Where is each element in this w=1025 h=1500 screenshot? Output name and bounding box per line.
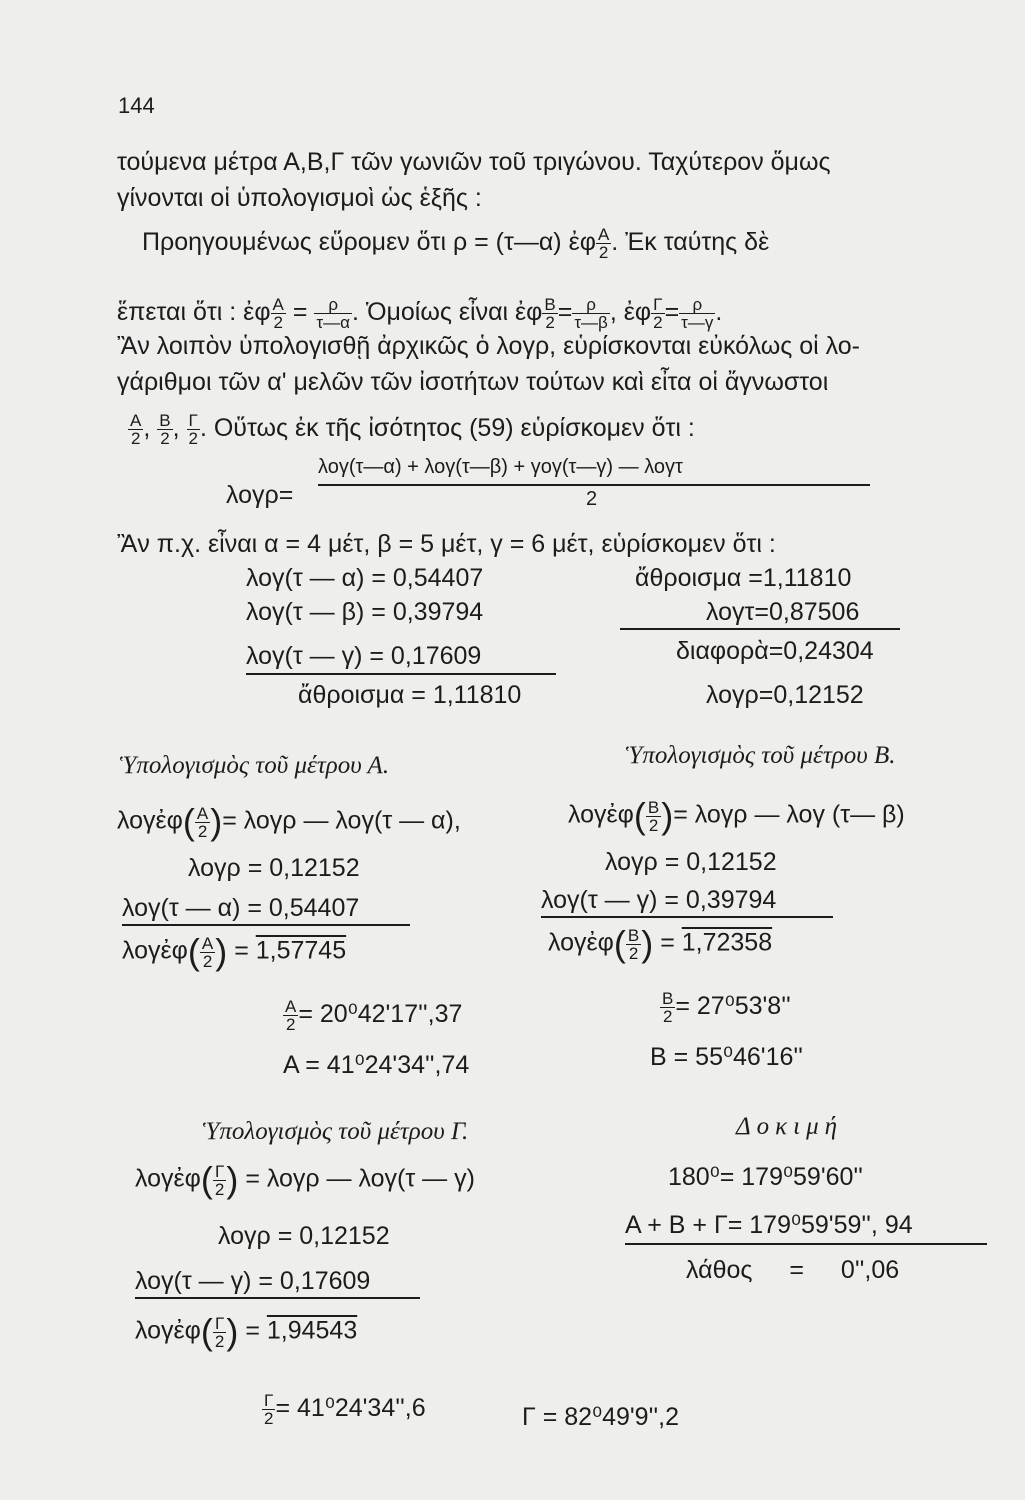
res-prefix: λογἐφ — [548, 928, 614, 957]
intro-line-3 — [142, 226, 769, 261]
frac-den: 2 — [202, 951, 213, 971]
example-left-rule — [246, 673, 556, 675]
section-a-full: Α = 41⁰24'34'',74 — [283, 1051, 470, 1079]
frac-den: 2 — [130, 429, 141, 448]
section-g-result — [135, 1311, 358, 1352]
res-value: 1,72358 — [681, 928, 773, 957]
frac-num: Β — [544, 295, 556, 314]
frac-den: τ—α — [316, 313, 350, 332]
frac-den: 2 — [628, 943, 639, 963]
res-eq: = — [660, 928, 675, 957]
intro-line-2: γίνονται οἱ ὑπολογισμοὶ ὡς ἑξῆς : — [117, 184, 482, 212]
paren-close: ) — [210, 801, 223, 842]
fraction-a-half — [128, 412, 143, 447]
section-b-rule — [541, 916, 833, 918]
eq-prefix: λογἐφ — [135, 1164, 201, 1193]
res-eq: = — [245, 1316, 260, 1345]
fraction-a-half — [283, 998, 298, 1033]
frac-den: 2 — [662, 1007, 673, 1026]
section-a-result — [122, 931, 347, 972]
section-a-logr: λογρ = 0,12152 — [188, 854, 360, 882]
paren-close: ) — [226, 1159, 239, 1200]
frac-den: 2 — [273, 313, 283, 332]
intro-line-3-end: . Ἐκ ταύτης δὲ — [611, 228, 770, 257]
fraction-g-half — [651, 296, 664, 331]
eq-suffix: = λογρ — λογ(τ — γ) — [245, 1164, 475, 1193]
frac-num: Β — [159, 411, 171, 430]
half-value: = 27⁰53'8'' — [675, 992, 791, 1021]
frac-den: 2 — [197, 821, 208, 841]
paren-open: ( — [613, 923, 626, 964]
example-line: Ἂν π.χ. εἶναι α = 4 μέτ, β = 5 μέτ, γ = 6 μέτ, εὑρίσκομεν ὅτι : — [117, 530, 776, 558]
fraction-a-half — [596, 226, 611, 261]
section-a-heading: Ὑπολογισμὸς τοῦ μέτρου Α. — [120, 752, 390, 779]
section-b-logtb: λογ(τ — γ) = 0,39794 — [541, 886, 777, 914]
example-left-2: λογ(τ — β) = 0,39794 — [246, 598, 484, 626]
section-b-full: Β = 55⁰46'16'' — [650, 1043, 803, 1071]
frac-num: Γ — [187, 412, 200, 430]
frac-num: Γ — [262, 1392, 275, 1410]
intro-line-4-sep: , ἐφ — [609, 298, 652, 327]
frac-num: Α — [285, 997, 297, 1016]
frac-num: Β — [662, 989, 674, 1008]
res-prefix: λογἐφ — [122, 936, 188, 965]
example-right-4: λογρ=0,12152 — [706, 681, 864, 709]
frac-num: ρ — [572, 296, 610, 314]
formula-bar — [318, 484, 870, 486]
section-b-logr: λογρ = 0,12152 — [605, 848, 777, 876]
frac-num: Α — [597, 225, 610, 244]
half-value: = 41⁰24'34'',6 — [275, 1394, 426, 1423]
section-b-heading: Ὑπολογισμὸς τοῦ μέτρου Β. — [626, 742, 896, 769]
example-right-3: διαφορὰ=0,24304 — [676, 637, 874, 665]
section-g-logr: λογρ = 0,12152 — [218, 1222, 390, 1250]
section-a-logta: λογ(τ — α) = 0,54407 — [122, 894, 360, 922]
eq-suffix: = λογρ — λογ(τ — α), — [222, 806, 461, 835]
example-right-2: λογτ=0,87506 — [706, 598, 860, 626]
frac-num: Α — [196, 803, 209, 823]
paren-open: ( — [200, 1311, 213, 1352]
frac-num: Γ — [213, 1315, 226, 1333]
example-left-1: λογ(τ — α) = 0,54407 — [246, 564, 484, 592]
eq-suffix: = λογρ — λογ (τ— β) — [673, 800, 905, 829]
fraction-rho-tb — [572, 296, 610, 331]
frac-num: Α — [130, 411, 142, 430]
frac-den: 2 — [653, 313, 663, 332]
fraction-b-half — [542, 296, 557, 331]
fraction-b-half — [660, 990, 675, 1025]
section-g-logtg: λογ(τ — γ) = 0,17609 — [135, 1267, 371, 1295]
frac-den: 2 — [264, 1409, 274, 1428]
res-prefix: λογἐφ — [135, 1316, 201, 1345]
section-g-equation — [135, 1159, 475, 1200]
frac-num: Β — [647, 797, 660, 817]
frac-num: Α — [201, 933, 214, 953]
check-rule — [625, 1243, 987, 1245]
frac-den: 2 — [188, 429, 198, 448]
formula-numerator: λογ(τ—α) + λογ(τ—β) + γογ(τ—γ) — λογτ — [318, 456, 683, 478]
intro-line-5: Ἂν λοιπὸν ὑπολογισθῇ ἀρχικῶς ὁ λογρ, εὑρίσκονται εὐκόλως οἱ λο- — [117, 332, 860, 360]
fraction-a-half — [271, 296, 286, 331]
fraction-a-half — [195, 805, 210, 840]
section-b-equation — [568, 795, 905, 836]
fraction-b-half — [626, 927, 641, 962]
intro-line-1: τούμενα μέτρα Α,Β,Γ τῶν γωνιῶν τοῦ τριγώνου. Ταχύτερον ὅμως — [117, 148, 831, 176]
paren-open: ( — [200, 1159, 213, 1200]
formula-denominator: 2 — [586, 488, 598, 510]
frac-num: ρ — [679, 296, 715, 314]
frac-den: 2 — [648, 815, 659, 835]
paren-open: ( — [187, 931, 200, 972]
intro-line-4-text: ἕπεται ὅτι : ἐφ — [117, 298, 271, 327]
frac-num: ρ — [314, 296, 352, 314]
fraction-rho-tg — [679, 296, 715, 331]
example-left-3: λογ(τ — γ) = 0,17609 — [246, 642, 482, 670]
frac-den: 2 — [285, 1015, 296, 1034]
check-heading: Δοκιμή — [736, 1113, 844, 1140]
fraction-g-half — [262, 1392, 275, 1427]
fraction-a-half — [200, 935, 215, 970]
frac-num: Α — [272, 295, 284, 314]
intro-line-6: γάριθμοι τῶν α' μελῶν τῶν ἰσοτήτων τούτων καὶ εἶτα οἱ ἄγνωστοι — [117, 368, 829, 396]
check-line-3: λάθος = 0'',06 — [686, 1256, 900, 1284]
frac-den: τ—γ — [681, 313, 714, 332]
frac-den: τ—β — [574, 313, 608, 332]
section-a-rule — [122, 924, 410, 926]
paren-close: ) — [661, 795, 674, 836]
fraction-g-half — [187, 412, 200, 447]
frac-num: Γ — [213, 1163, 226, 1181]
section-a-half — [283, 998, 462, 1033]
example-left-sum: ἄθροισμα = 1,11810 — [298, 681, 522, 709]
fraction-b-half — [157, 412, 172, 447]
intro-line-7: $\frac{A}{2}$ , $\frac{B}{2}$ , $\frac{\Gamma}{2}$ . Οὕτως ἐκ τῆς ἰσότητος (59) εὑρίσκομεν ὅτι : — [130, 411, 695, 448]
intro-line-4-mid: . Ὁμοίως εἶναι ἐφ — [351, 298, 543, 327]
intro-line-3-text: Προηγουμένως εὕρομεν ὅτι ρ = (τ—α) ἐφ — [142, 228, 596, 257]
res-value: 1,57745 — [255, 936, 347, 965]
frac-den: 2 — [545, 313, 555, 332]
paren-close: ) — [641, 923, 654, 964]
paren-open: ( — [182, 801, 195, 842]
half-value: = 20⁰42'17'',37 — [298, 1000, 463, 1029]
frac-den: 2 — [598, 243, 609, 262]
page-number: 144 — [118, 93, 155, 118]
frac-den: 2 — [214, 1179, 225, 1199]
frac-num: Β — [627, 925, 640, 945]
section-b-half — [660, 990, 791, 1025]
fraction-rho-ta — [314, 296, 352, 331]
eq-prefix: λογἐφ — [568, 800, 634, 829]
section-g-half — [262, 1392, 426, 1427]
frac-den: 2 — [160, 429, 170, 448]
intro-line-7-text: . Οὕτως ἐκ τῆς ἰσότητος (59) εὑρίσκομεν ὅτι : — [199, 414, 695, 443]
res-eq: = — [234, 936, 249, 965]
fraction-g-half — [213, 1315, 226, 1350]
fraction-g-half — [213, 1163, 226, 1198]
formula-lhs: λογρ= — [226, 481, 294, 509]
intro-line-4: ἕπεται ὅτι : ἐφ $\frac{A}{2}$ = $\frac{\rho}{\tau—\alpha}$ . Ὁμοίως εἶναι ἐφ $\frac{B}{2}$ = $\frac{\rho}{\tau—\beta}$ , ἐφ $\frac{\Gamma}{2}$ = $\frac{\rho}{\tau—\gamma}$ . — [117, 295, 723, 332]
section-a-equation — [117, 801, 461, 842]
res-value: 1,94543 — [266, 1316, 358, 1345]
example-right-1: ἄθροισμα =1,11810 — [635, 564, 852, 592]
example-right-rule — [620, 628, 900, 630]
section-b-result — [548, 923, 773, 964]
section-g-full: Γ = 82⁰49'9'',2 — [522, 1403, 679, 1431]
paren-close: ) — [215, 931, 228, 972]
paren-open: ( — [633, 795, 646, 836]
section-g-rule — [135, 1297, 420, 1299]
frac-num: Γ — [651, 296, 664, 314]
section-g-heading: Ὑπολογισμὸς τοῦ μέτρου Γ. — [203, 1118, 469, 1145]
eq-prefix: λογἐφ — [117, 806, 183, 835]
frac-den: 2 — [214, 1331, 225, 1351]
fraction-b-half — [646, 799, 661, 834]
check-line-2: Α + Β + Γ= 179⁰59'59'', 94 — [625, 1211, 913, 1239]
paren-close: ) — [226, 1311, 239, 1352]
check-line-1: 180⁰= 179⁰59'60'' — [668, 1163, 863, 1191]
